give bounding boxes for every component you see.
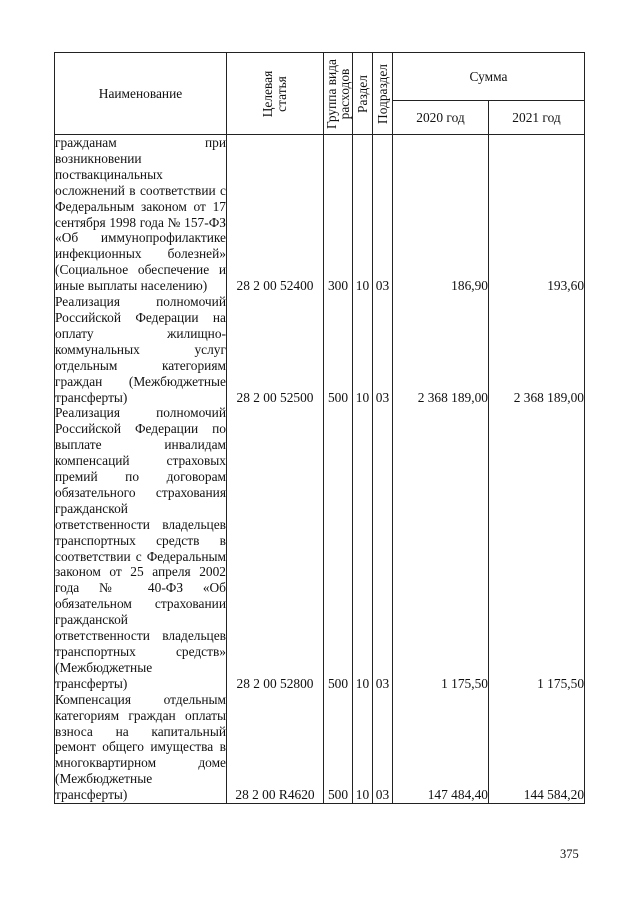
- col-header-amount: Сумма: [393, 53, 585, 101]
- row-name-text: Реализация полномочий Российской Федерации на оплату жилищно-коммунальных услуг отдельным категориям граждан (Межбюджетные трансферты): [55, 294, 226, 405]
- row-section: 10: [353, 135, 373, 295]
- table-row: [55, 692, 585, 804]
- row-subsection: 03: [373, 405, 393, 691]
- row-sum-2021: 144 584,20: [489, 692, 585, 804]
- col-header-year-2020: 2020 год: [393, 101, 489, 135]
- row-expense-group: 500: [324, 294, 353, 405]
- row-target-item: 28 2 00 52800: [227, 405, 324, 691]
- col-header-expense-group: [324, 53, 353, 135]
- page-number: 375: [560, 847, 579, 861]
- row-subsection: 03: [373, 294, 393, 405]
- row-subsection: 03: [373, 692, 393, 804]
- row-sum-2020: 147 484,40: [393, 692, 489, 804]
- col-header-target-item-text: Целевая статья: [260, 70, 289, 117]
- row-name: [55, 135, 227, 295]
- row-name: [55, 692, 227, 804]
- row-expense-group: 300: [324, 135, 353, 295]
- row-sum-2020: 1 175,50: [393, 405, 489, 691]
- col-header-name: Наименование: [55, 53, 227, 135]
- col-header-subsection: [373, 53, 393, 135]
- col-header-subsection-text: Подраздел: [374, 63, 390, 124]
- col-header-year-2021: 2021 год: [489, 101, 585, 135]
- row-section: 10: [353, 692, 373, 804]
- row-target-item: 28 2 00 52400: [227, 135, 324, 295]
- table-row: [55, 294, 585, 405]
- col-header-section-text: Раздел: [354, 74, 370, 113]
- row-subsection: 03: [373, 135, 393, 295]
- row-sum-2021: 1 175,50: [489, 405, 585, 691]
- row-sum-2020: 186,90: [393, 135, 489, 295]
- row-sum-2020: 2 368 189,00: [393, 294, 489, 405]
- row-sum-2021: 193,60: [489, 135, 585, 295]
- table-row: [55, 405, 585, 691]
- row-section: 10: [353, 294, 373, 405]
- row-expense-group: 500: [324, 692, 353, 804]
- col-header-section: [353, 53, 373, 135]
- row-target-item: 28 2 00 R4620: [227, 692, 324, 804]
- row-sum-2021: 2 368 189,00: [489, 294, 585, 405]
- row-section: 10: [353, 405, 373, 691]
- table-row: [55, 135, 585, 295]
- col-header-target-item: [227, 53, 324, 135]
- row-expense-group: 500: [324, 405, 353, 691]
- budget-table: [54, 52, 585, 804]
- row-name: [55, 294, 227, 405]
- col-header-expense-group-text: Группа вида расходов: [324, 58, 352, 129]
- row-name-text: Реализация полномочий Российской Федерации по выплате инвалидам компенсаций страховых премий по договорам обязательного страхования гражданской ответственности владельцев транспортных средств в соответствии с Федеральным законом от 25 апреля 2002 года № 40-ФЗ «Об обязательном страховании гражданской ответственности владельцев транспортных средств» (Межбюджетные трансферты): [55, 405, 226, 691]
- row-name: [55, 405, 227, 691]
- row-name-text: гражданам при возникновении поствакцинальных осложнений в соответствии с Федеральным законом от 17 сентября 1998 года № 157-ФЗ «Об иммунопрофилактике инфекционных болезней» (Социальное обеспечение и иные выплаты населению): [55, 135, 226, 294]
- row-name-text: Компенсация отдельным категориям граждан оплаты взноса на капитальный ремонт общего имущества в многоквартирном доме (Межбюджетные трансферты): [55, 691, 226, 803]
- row-target-item: 28 2 00 52500: [227, 294, 324, 405]
